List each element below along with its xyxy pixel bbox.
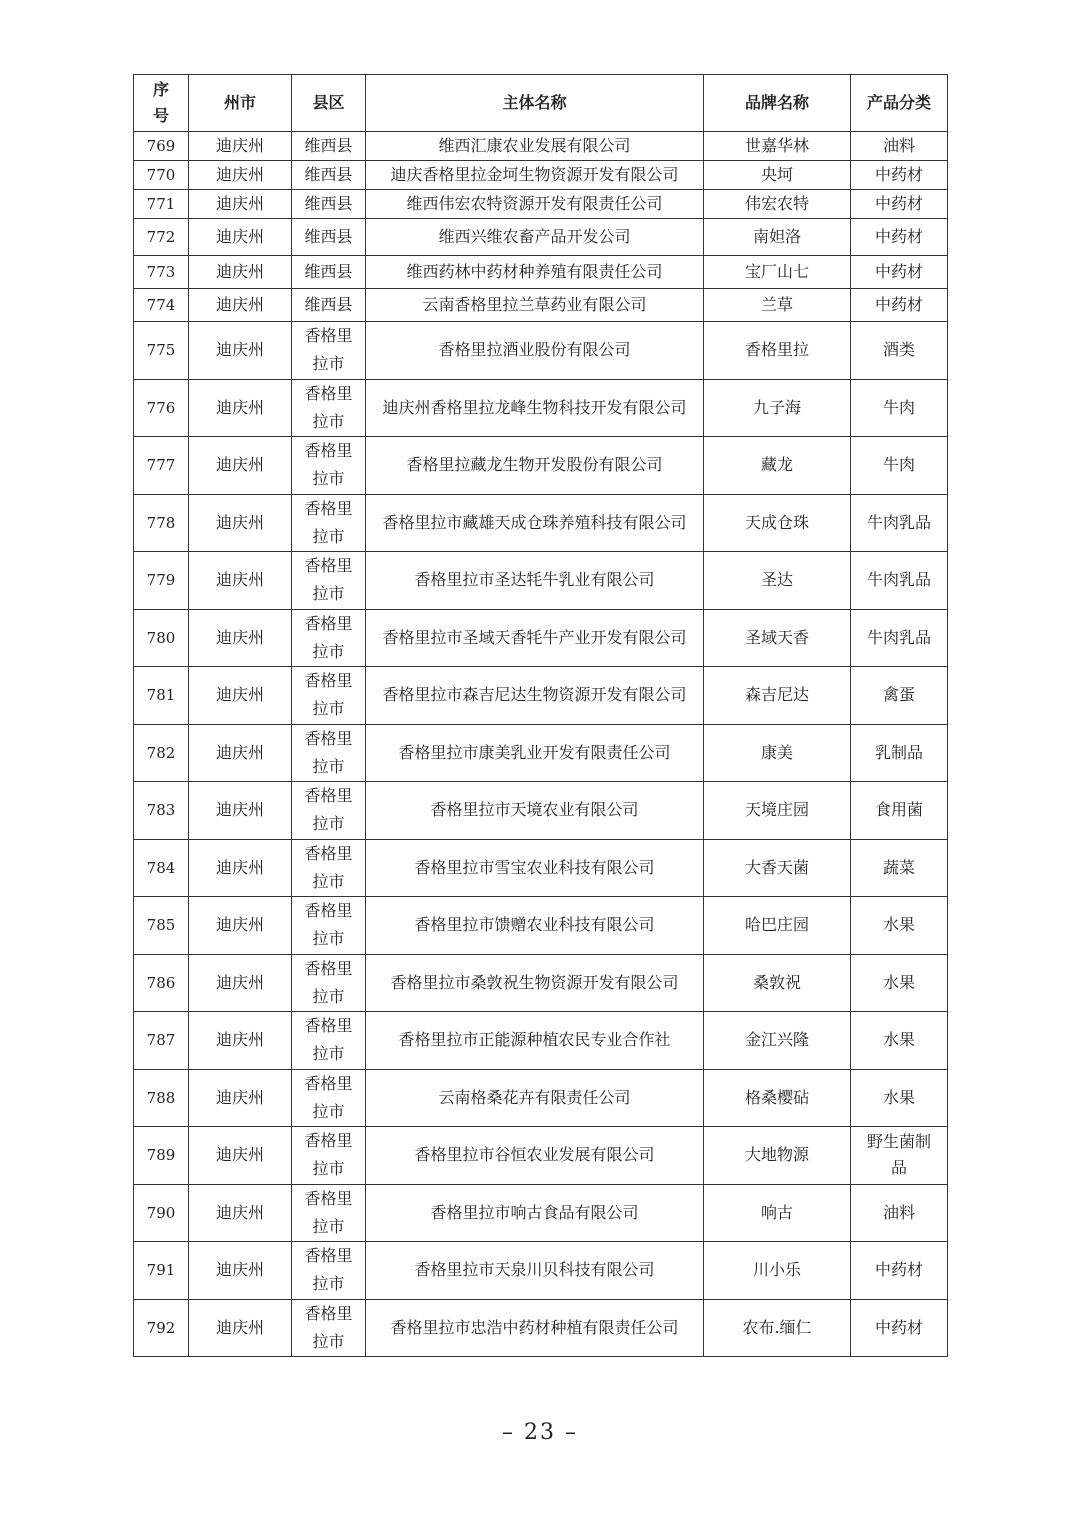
table-row [134, 1184, 948, 1242]
cell-product-category: 牛肉乳品 [851, 609, 948, 667]
cell-prefecture: 迪庆州 [189, 839, 292, 897]
cell-prefecture: 迪庆州 [189, 190, 292, 219]
cell-product-category: 野生菌制品 [851, 1127, 948, 1185]
cell-county: 香格里拉市 [292, 322, 366, 380]
cell-entity-name: 迪庆州香格里拉龙峰生物科技开发有限公司 [366, 379, 704, 437]
cell-county: 香格里拉市 [292, 667, 366, 725]
cell-brand-name: 南妲洛 [704, 219, 851, 256]
cell-brand-name: 央坷 [704, 161, 851, 190]
header-prefecture: 州市 [189, 75, 292, 132]
cell-brand-name: 格桑樱砧 [704, 1069, 851, 1127]
cell-seq: 773 [134, 256, 189, 289]
cell-county: 香格里拉市 [292, 437, 366, 495]
cell-prefecture: 迪庆州 [189, 1012, 292, 1070]
cell-brand-name: 大香天菌 [704, 839, 851, 897]
header-entity-name: 主体名称 [366, 75, 704, 132]
cell-entity-name: 云南格桑花卉有限责任公司 [366, 1069, 704, 1127]
cell-entity-name: 香格里拉市馈赠农业科技有限公司 [366, 897, 704, 955]
cell-product-category: 蔬菜 [851, 839, 948, 897]
table-row [134, 724, 948, 782]
table-row [134, 379, 948, 437]
cell-brand-name: 圣域天香 [704, 609, 851, 667]
cell-county: 维西县 [292, 132, 366, 161]
cell-brand-name: 宝厂山七 [704, 256, 851, 289]
cell-product-category: 牛肉乳品 [851, 552, 948, 610]
cell-product-category: 水果 [851, 1069, 948, 1127]
cell-county: 香格里拉市 [292, 609, 366, 667]
cell-seq: 787 [134, 1012, 189, 1070]
cell-entity-name: 香格里拉酒业股份有限公司 [366, 322, 704, 380]
cell-seq: 772 [134, 219, 189, 256]
cell-brand-name: 金江兴隆 [704, 1012, 851, 1070]
table-row [134, 897, 948, 955]
cell-brand-name: 天境庄园 [704, 782, 851, 840]
cell-product-category: 中药材 [851, 1242, 948, 1300]
table-row [134, 1299, 948, 1357]
cell-county: 维西县 [292, 289, 366, 322]
cell-entity-name: 维西汇康农业发展有限公司 [366, 132, 704, 161]
header-county: 县区 [292, 75, 366, 132]
cell-product-category: 油料 [851, 132, 948, 161]
cell-entity-name: 香格里拉市圣达牦牛乳业有限公司 [366, 552, 704, 610]
cell-prefecture: 迪庆州 [189, 219, 292, 256]
cell-seq: 775 [134, 322, 189, 380]
cell-brand-name: 响古 [704, 1184, 851, 1242]
cell-product-category: 中药材 [851, 161, 948, 190]
cell-county: 香格里拉市 [292, 1069, 366, 1127]
cell-county: 香格里拉市 [292, 897, 366, 955]
cell-seq: 783 [134, 782, 189, 840]
cell-brand-name: 康美 [704, 724, 851, 782]
cell-prefecture: 迪庆州 [189, 132, 292, 161]
table-row [134, 437, 948, 495]
cell-county: 香格里拉市 [292, 724, 366, 782]
page-number: – 23 – [502, 1420, 578, 1445]
table-row [134, 1069, 948, 1127]
cell-prefecture: 迪庆州 [189, 552, 292, 610]
cell-seq: 778 [134, 494, 189, 552]
table-row [134, 256, 948, 289]
table-row [134, 289, 948, 322]
cell-product-category: 乳制品 [851, 724, 948, 782]
cell-brand-name: 农布.缅仁 [704, 1299, 851, 1357]
cell-seq: 789 [134, 1127, 189, 1185]
cell-seq: 777 [134, 437, 189, 495]
cell-prefecture: 迪庆州 [189, 256, 292, 289]
table-row [134, 322, 948, 380]
cell-entity-name: 香格里拉市森吉尼达生物资源开发有限公司 [366, 667, 704, 725]
cell-entity-name: 维西兴维农畜产品开发公司 [366, 219, 704, 256]
cell-entity-name: 迪庆香格里拉金坷生物资源开发有限公司 [366, 161, 704, 190]
cell-entity-name: 维西药林中药材种养殖有限责任公司 [366, 256, 704, 289]
cell-prefecture: 迪庆州 [189, 667, 292, 725]
cell-seq: 779 [134, 552, 189, 610]
cell-prefecture: 迪庆州 [189, 1127, 292, 1185]
cell-product-category: 水果 [851, 897, 948, 955]
cell-brand-name: 兰草 [704, 289, 851, 322]
table-row [134, 494, 948, 552]
cell-prefecture: 迪庆州 [189, 494, 292, 552]
cell-prefecture: 迪庆州 [189, 437, 292, 495]
cell-seq: 784 [134, 839, 189, 897]
cell-product-category: 酒类 [851, 322, 948, 380]
cell-prefecture: 迪庆州 [189, 289, 292, 322]
cell-county: 维西县 [292, 256, 366, 289]
table-row [134, 1127, 948, 1185]
cell-brand-name: 大地物源 [704, 1127, 851, 1185]
cell-seq: 790 [134, 1184, 189, 1242]
cell-county: 香格里拉市 [292, 1127, 366, 1185]
cell-county: 香格里拉市 [292, 782, 366, 840]
cell-seq: 788 [134, 1069, 189, 1127]
table-row [134, 190, 948, 219]
cell-seq: 782 [134, 724, 189, 782]
cell-county: 香格里拉市 [292, 1299, 366, 1357]
table-row [134, 552, 948, 610]
cell-product-category: 油料 [851, 1184, 948, 1242]
table-body [134, 132, 948, 1357]
cell-seq: 791 [134, 1242, 189, 1300]
cell-brand-name: 藏龙 [704, 437, 851, 495]
cell-entity-name: 香格里拉市天泉川贝科技有限公司 [366, 1242, 704, 1300]
table-row [134, 132, 948, 161]
cell-county: 维西县 [292, 190, 366, 219]
cell-entity-name: 香格里拉藏龙生物开发股份有限公司 [366, 437, 704, 495]
table-row [134, 161, 948, 190]
cell-prefecture: 迪庆州 [189, 897, 292, 955]
cell-brand-name: 哈巴庄园 [704, 897, 851, 955]
cell-product-category: 中药材 [851, 190, 948, 219]
table-row [134, 839, 948, 897]
cell-brand-name: 九子海 [704, 379, 851, 437]
table-row [134, 609, 948, 667]
header-product-category: 产品分类 [851, 75, 948, 132]
cell-prefecture: 迪庆州 [189, 1184, 292, 1242]
cell-seq: 792 [134, 1299, 189, 1357]
cell-product-category: 中药材 [851, 256, 948, 289]
cell-product-category: 牛肉 [851, 437, 948, 495]
cell-entity-name: 香格里拉市圣域天香牦牛产业开发有限公司 [366, 609, 704, 667]
cell-brand-name: 香格里拉 [704, 322, 851, 380]
table-row [134, 219, 948, 256]
cell-seq: 774 [134, 289, 189, 322]
cell-product-category: 牛肉乳品 [851, 494, 948, 552]
cell-county: 维西县 [292, 161, 366, 190]
cell-entity-name: 香格里拉市雪宝农业科技有限公司 [366, 839, 704, 897]
cell-seq: 771 [134, 190, 189, 219]
header-brand-name: 品牌名称 [704, 75, 851, 132]
cell-entity-name: 香格里拉市谷恒农业发展有限公司 [366, 1127, 704, 1185]
header-seq: 序号 [134, 75, 189, 132]
cell-entity-name: 云南香格里拉兰草药业有限公司 [366, 289, 704, 322]
cell-brand-name: 伟宏农特 [704, 190, 851, 219]
cell-seq: 786 [134, 954, 189, 1012]
cell-brand-name: 川小乐 [704, 1242, 851, 1300]
cell-county: 香格里拉市 [292, 1012, 366, 1070]
cell-prefecture: 迪庆州 [189, 724, 292, 782]
table-row [134, 782, 948, 840]
cell-seq: 769 [134, 132, 189, 161]
table-row [134, 1242, 948, 1300]
cell-prefecture: 迪庆州 [189, 1242, 292, 1300]
cell-prefecture: 迪庆州 [189, 322, 292, 380]
cell-prefecture: 迪庆州 [189, 1299, 292, 1357]
cell-prefecture: 迪庆州 [189, 1069, 292, 1127]
cell-product-category: 水果 [851, 1012, 948, 1070]
cell-product-category: 食用菌 [851, 782, 948, 840]
cell-product-category: 牛肉 [851, 379, 948, 437]
cell-seq: 776 [134, 379, 189, 437]
cell-brand-name: 世嘉华林 [704, 132, 851, 161]
table-row [134, 1012, 948, 1070]
table-row [134, 667, 948, 725]
cell-product-category: 水果 [851, 954, 948, 1012]
cell-county: 香格里拉市 [292, 1242, 366, 1300]
cell-entity-name: 香格里拉市正能源种植农民专业合作社 [366, 1012, 704, 1070]
cell-brand-name: 圣达 [704, 552, 851, 610]
cell-entity-name: 香格里拉市忠浩中药材种植有限责任公司 [366, 1299, 704, 1357]
cell-product-category: 中药材 [851, 1299, 948, 1357]
cell-prefecture: 迪庆州 [189, 379, 292, 437]
cell-entity-name: 香格里拉市康美乳业开发有限责任公司 [366, 724, 704, 782]
cell-entity-name: 香格里拉市桑敦祝生物资源开发有限公司 [366, 954, 704, 1012]
cell-entity-name: 香格里拉市响古食品有限公司 [366, 1184, 704, 1242]
cell-county: 香格里拉市 [292, 552, 366, 610]
cell-brand-name: 森吉尼达 [704, 667, 851, 725]
cell-county: 香格里拉市 [292, 379, 366, 437]
cell-prefecture: 迪庆州 [189, 782, 292, 840]
cell-entity-name: 香格里拉市天境农业有限公司 [366, 782, 704, 840]
cell-product-category: 中药材 [851, 289, 948, 322]
cell-brand-name: 天成仓珠 [704, 494, 851, 552]
cell-prefecture: 迪庆州 [189, 954, 292, 1012]
cell-brand-name: 桑敦祝 [704, 954, 851, 1012]
table-row [134, 954, 948, 1012]
cell-seq: 770 [134, 161, 189, 190]
cell-entity-name: 香格里拉市藏雄天成仓珠养殖科技有限公司 [366, 494, 704, 552]
cell-county: 维西县 [292, 219, 366, 256]
cell-product-category: 中药材 [851, 219, 948, 256]
cell-product-category: 禽蛋 [851, 667, 948, 725]
cell-county: 香格里拉市 [292, 839, 366, 897]
cell-prefecture: 迪庆州 [189, 161, 292, 190]
table-header-row [134, 75, 948, 132]
product-table [133, 74, 948, 1357]
cell-county: 香格里拉市 [292, 954, 366, 1012]
cell-seq: 781 [134, 667, 189, 725]
cell-entity-name: 维西伟宏农特资源开发有限责任公司 [366, 190, 704, 219]
cell-seq: 785 [134, 897, 189, 955]
cell-prefecture: 迪庆州 [189, 609, 292, 667]
cell-county: 香格里拉市 [292, 494, 366, 552]
cell-county: 香格里拉市 [292, 1184, 366, 1242]
cell-seq: 780 [134, 609, 189, 667]
